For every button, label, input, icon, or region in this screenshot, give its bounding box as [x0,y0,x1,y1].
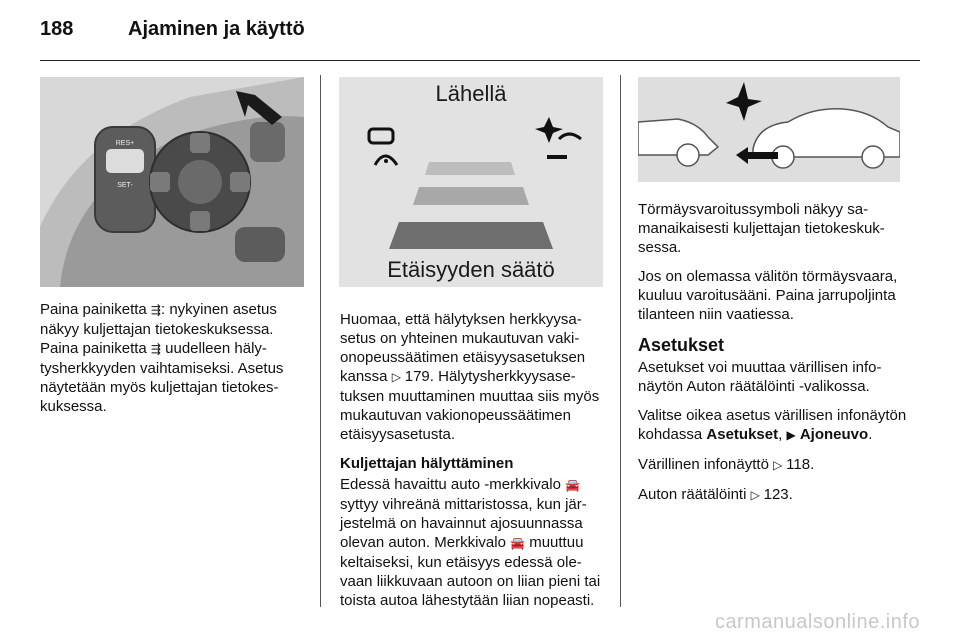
col3-sep: , [778,426,787,443]
gap-button-icon: ⇶ [150,342,161,356]
display-caption: Etäisyyden säätö [387,257,555,282]
page-reference-icon: ▷ [391,370,405,384]
column-3 [638,200,913,515]
menu-settings: Asetukset [706,426,779,443]
page-header [40,18,305,48]
vehicle-ahead-icon: 🚘 [565,478,581,492]
page-reference-icon: ▷ [750,488,764,502]
distance-display-illustration [339,77,603,287]
col3-paragraph-6 [638,485,913,505]
display-title: Lähellä [435,81,507,106]
col3-period: . [868,426,873,443]
section-heading-driver-alert: Kuljettajan hälyttäminen [340,455,514,472]
col3-period: . [788,486,793,503]
col2-paragraph-1 [340,310,606,444]
col3-paragraph-1: Törmäysvaroitussymboli näkyy samanaikaisesti kuljettajan tietokeskuksessa. [638,201,885,256]
vehicle-ahead-icon: 🚘 [510,536,526,550]
column-1 [40,300,308,426]
col2-text-c: Edessä havaittu auto -merkkivalo [340,476,566,493]
watermark: carmanualsonline.info [714,611,920,633]
section-heading-settings: Asetukset [638,335,725,355]
page-reference-icon: ▷ [773,458,787,472]
steering-wheel-drawing [40,77,304,287]
collision-drawing [638,77,900,182]
col3-text-b: Värillinen infonäyttö [638,456,774,473]
col3-period: . [810,456,815,473]
col3-text-a: Valitse oikea asetus värillisen infonäytön kohdassa [638,407,907,443]
col3-paragraph-4 [638,406,913,445]
col1-text-c: uudelleen hälytysherkkyyden vaihtamiseksi. Asetus näytetään myös kuljettajan tietokeskuksessa. [40,340,284,415]
header-rule [40,60,920,61]
col2-text-b: . Hälytysherkkyysasetuksen muuttaminen muuttaa siis myös mukautuvan vakionopeussäätimen etäisyysasetusta. [340,368,600,443]
page-reference[interactable]: 179 [404,368,430,385]
column-divider-1 [320,75,321,607]
col2-text-d: syttyy vihreänä mittaristossa, kun järjestelmä on havainnut ajosuunnassa olevan auton. Merkkivalo [340,496,587,551]
col1-paragraph [40,300,308,416]
gap-button-icon: ⇶ [150,303,161,317]
col3-text-c: Auton räätälöinti [638,486,751,503]
menu-vehicle: Ajoneuvo [799,426,869,443]
distance-display-drawing [339,77,603,287]
steering-wheel-illustration [40,77,304,287]
page-number: 188 [40,18,74,40]
res-label: RES+ [115,140,135,147]
col2-paragraph-2 [340,475,606,610]
col3-paragraph-3: Asetukset voi muuttaa värillisen infonäytön Auton räätälöinti -valikossa. [638,359,882,395]
col3-paragraph-2: Jos on olemassa välitön törmäysvaara, kuuluu varoitusääni. Paina jarrupoljinta tilanteen niin vaatiessa. [638,268,898,323]
page-reference[interactable]: 123 [763,486,789,503]
chapter-title: Ajaminen ja käyttö [128,18,305,40]
column-2 [340,310,606,620]
col3-paragraph-5 [638,455,913,475]
set-label: SET- [117,182,133,189]
collision-warning-illustration [638,77,900,182]
col1-text-b: : nykyinen asetus näkyy kuljettajan tietokeskuksessa. Paina painiketta [40,301,277,357]
col1-text-a: Paina painiketta [40,301,151,318]
col2-text-a: Huomaa, että hälytyksen herkkyysasetus on yhteinen mukautuvan vakionopeussäätimen etäisyysasetuksen kanssa [340,311,586,385]
col2-text-e: muuttuu keltaiseksi, kun etäisyys edessä olevaan liikkuvaan autoon on liian pieni tai toista autoa lähestytään liian nopeasti. [340,534,601,609]
page-reference[interactable]: 118 [786,456,811,473]
menu-arrow-icon: ▶ [786,428,796,442]
column-divider-2 [620,75,621,607]
